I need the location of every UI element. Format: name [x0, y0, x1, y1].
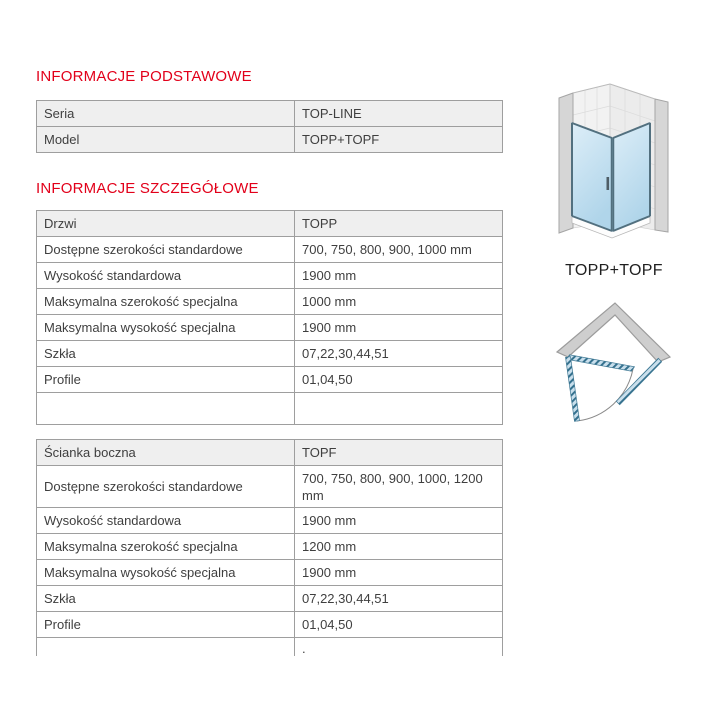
cell-value: TOPP+TOPF: [295, 127, 503, 153]
cell-value: 700, 750, 800, 900, 1000, 1200 mm: [295, 466, 503, 508]
table-row: [37, 560, 503, 586]
table-row: [37, 586, 503, 612]
table-row: [37, 263, 503, 289]
table-row: [37, 341, 503, 367]
basic-info-heading: INFORMACJE PODSTAWOWE: [36, 68, 252, 85]
table-row-empty: [37, 393, 503, 425]
side-wall-table: [36, 439, 503, 656]
table-header-row: [37, 211, 503, 237]
cell-value: 1200 mm: [295, 534, 503, 560]
glass-side-panel: [613, 123, 650, 231]
door-handle: [607, 177, 610, 190]
basic-info-table: [36, 100, 503, 153]
door-closed-position: [567, 355, 635, 371]
table-row: [37, 466, 503, 508]
cell-label: Maksymalna wysokość specjalna: [37, 315, 295, 341]
cell-label: Seria: [37, 101, 295, 127]
cell-value: 1900 mm: [295, 315, 503, 341]
isometric-shower-diagram: [545, 62, 705, 252]
cell-value: 1900 mm: [295, 263, 503, 289]
cell-value: 700, 750, 800, 900, 1000 mm: [295, 237, 503, 263]
table-row: [37, 367, 503, 393]
cell-label: [37, 638, 295, 657]
header-label: Ścianka boczna: [37, 440, 295, 466]
cell-value: 1000 mm: [295, 289, 503, 315]
top-view-diagram: [545, 293, 695, 428]
table-row: [37, 612, 503, 638]
door-table: [36, 210, 503, 425]
model-label: TOPP+TOPF: [565, 262, 663, 279]
cell-label: Dostępne szerokości standardowe: [37, 466, 295, 508]
cell-label: [37, 393, 295, 425]
cell-value: 07,22,30,44,51: [295, 586, 503, 612]
cell-label: Model: [37, 127, 295, 153]
cell-value: 07,22,30,44,51: [295, 341, 503, 367]
table-row-partial: [37, 638, 503, 657]
cell-label: Profile: [37, 612, 295, 638]
cell-label: Wysokość standardowa: [37, 508, 295, 534]
cell-value: 1900 mm: [295, 560, 503, 586]
table-row: [37, 508, 503, 534]
cell-label: Maksymalna szerokość specjalna: [37, 289, 295, 315]
corner-walls: [557, 303, 670, 362]
glass-door: [572, 123, 612, 231]
table-row: [37, 127, 503, 153]
table-header-row: [37, 440, 503, 466]
cell-label: Wysokość standardowa: [37, 263, 295, 289]
cell-label: Szkła: [37, 341, 295, 367]
header-value: TOPF: [295, 440, 503, 466]
door-open-position: [566, 357, 580, 422]
table-row: [37, 237, 503, 263]
cell-label: Profile: [37, 367, 295, 393]
cell-value: [295, 393, 503, 425]
cell-value: 1900 mm: [295, 508, 503, 534]
cell-value: TOP-LINE: [295, 101, 503, 127]
cell-value: 01,04,50: [295, 612, 503, 638]
table-row: [37, 534, 503, 560]
table-row: [37, 315, 503, 341]
cell-label: Szkła: [37, 586, 295, 612]
cell-label: Maksymalna szerokość specjalna: [37, 534, 295, 560]
table-row: [37, 101, 503, 127]
header-label: Drzwi: [37, 211, 295, 237]
cell-value: .: [295, 638, 503, 657]
table-row: [37, 289, 503, 315]
cell-label: Maksymalna wysokość specjalna: [37, 560, 295, 586]
cell-value: 01,04,50: [295, 367, 503, 393]
detail-info-heading: INFORMACJE SZCZEGÓŁOWE: [36, 180, 259, 197]
header-value: TOPP: [295, 211, 503, 237]
cell-label: Dostępne szerokości standardowe: [37, 237, 295, 263]
